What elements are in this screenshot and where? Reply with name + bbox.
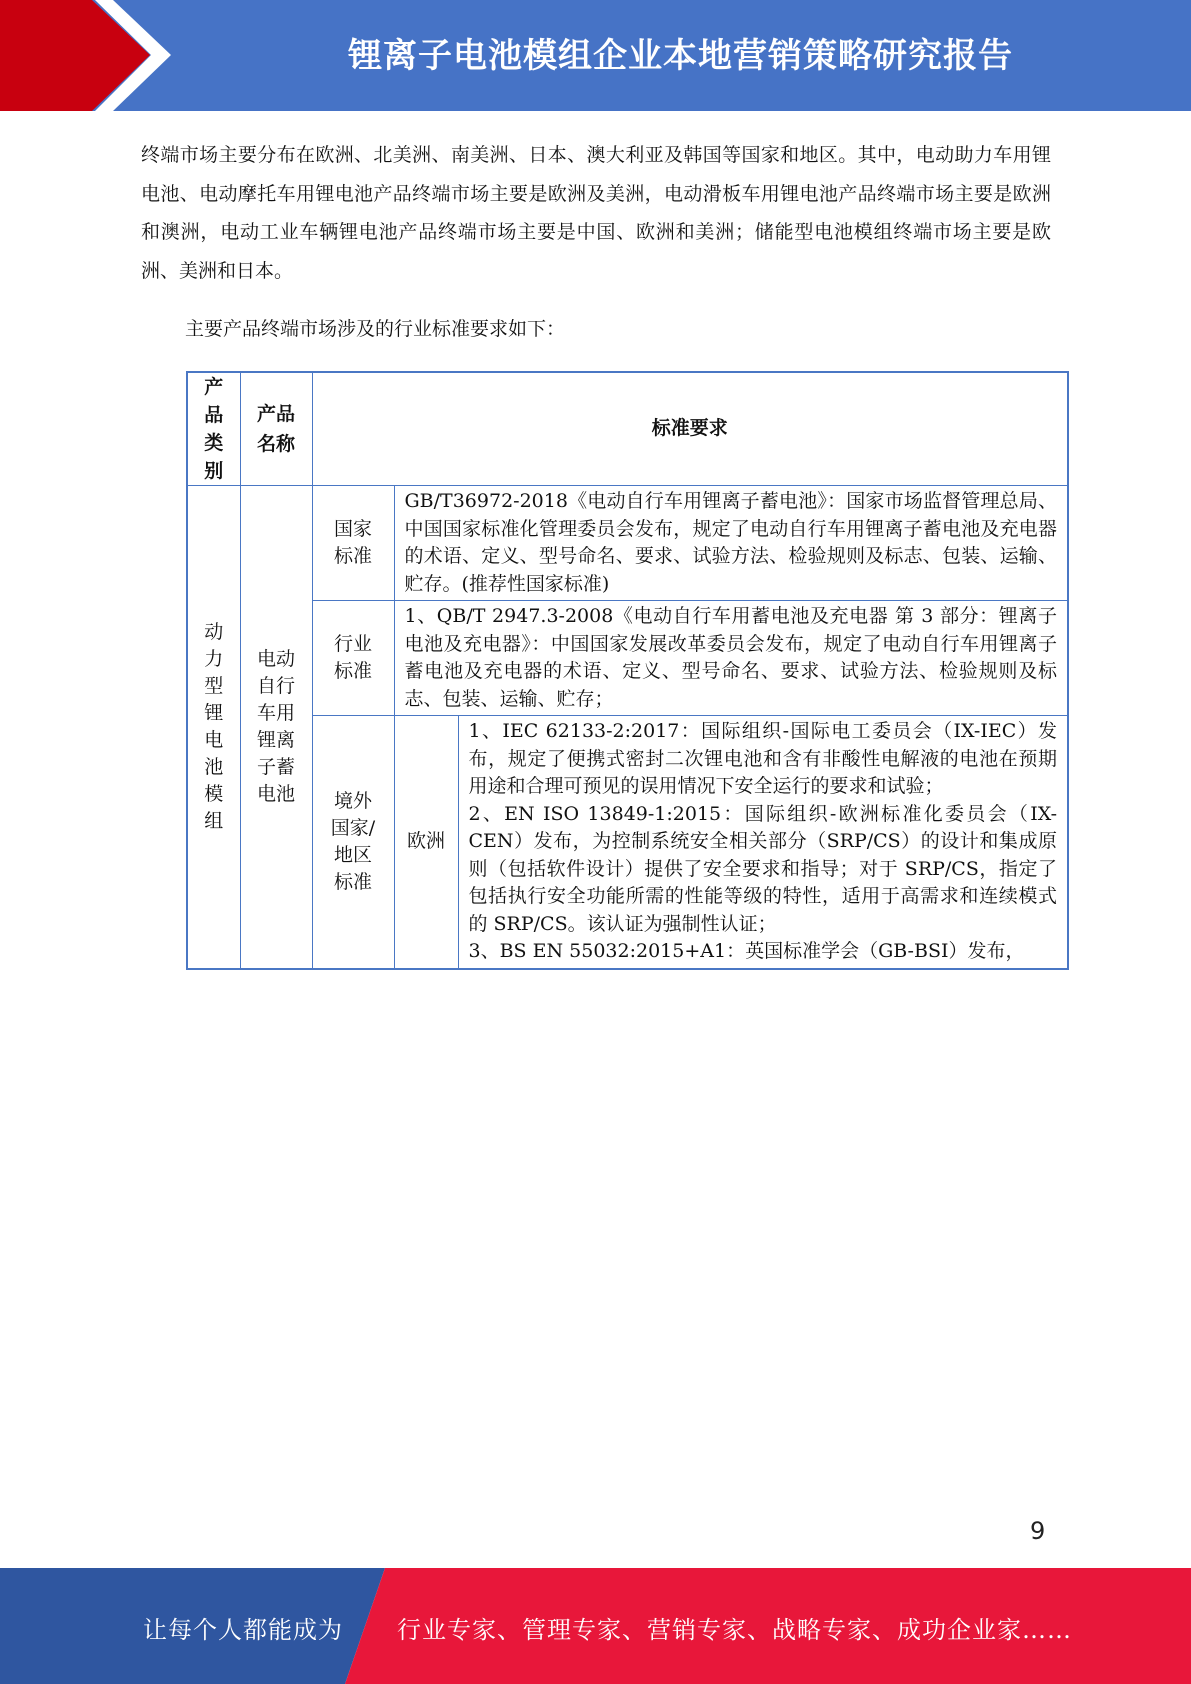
level-national: 国家 标准	[312, 486, 394, 601]
level-industry: 行业 标准	[312, 601, 394, 716]
table-row-industry	[187, 601, 1068, 716]
table-row-overseas	[187, 716, 1068, 969]
standards-table	[186, 371, 1069, 970]
header-category: 产 品 类 别	[187, 372, 240, 486]
overseas-standard-text	[458, 716, 1068, 969]
overseas-item: 2、EN ISO 13849-1:2015：国际组织-欧洲标准化委员会（IX-CEN）发布，为控制系统安全相关部分（SRP/CS）的设计和集成原则（包括软件设计）提供了安全要求和指导；对于 SRP/CS，指定了包括执行安全功能所需的性能等级的特性，适用于高需求和连续模式的 SRP/CS。该认证为强制性认证；	[468, 802, 1057, 935]
page-number: 9	[1030, 1517, 1046, 1545]
footer-slogan-left: 让每个人都能成为	[143, 1616, 343, 1644]
report-title: 锂离子电池模组企业本地营销策略研究报告	[348, 36, 1013, 76]
footer-banner	[0, 1568, 1191, 1684]
industry-standard-text: 1、QB/T 2947.3-2008《电动自行车用蓄电池及充电器 第 3 部分：锂离子电池及充电器》：中国国家发展改革委员会发布，规定了电动自行车用锂离子蓄电池及充电器的术语、定义、型号命名、要求、试验方法、检验规则及标志、包装、运输、贮存；	[394, 601, 1068, 716]
table-header-row	[187, 372, 1068, 486]
body-paragraph: 终端市场主要分布在欧洲、北美洲、南美洲、日本、澳大利亚及韩国等国家和地区。其中，电动助力车用锂电池、电动摩托车用锂电池产品终端市场主要是欧洲及美洲，电动滑板车用锂电池产品终端市场主要是欧洲和澳洲，电动工业车辆锂电池产品终端市场主要是中国、欧洲和美洲；储能型电池模组终端市场主要是欧洲、美洲和日本。	[141, 144, 1051, 282]
overseas-item: 1、IEC 62133-2:2017：国际组织-国际电工委员会（IX-IEC）发布，规定了便携式密封二次锂电池和含有非酸性电解液的电池在预期用途和合理可预见的误用情况下安全运行的要求和试验；	[468, 720, 1057, 797]
category-cell: 动 力 型 锂 电 池 模 组	[187, 486, 240, 969]
header-product-name: 产品 名称	[240, 372, 312, 486]
table-intro: 主要产品终端市场涉及的行业标准要求如下：	[185, 318, 566, 340]
footer-slogan-right: 行业专家、管理专家、营销专家、战略专家、成功企业家……	[397, 1616, 1072, 1644]
national-standard-text: GB/T36972-2018《电动自行车用锂离子蓄电池》：国家市场监督管理总局、中国国家标准化管理委员会发布，规定了电动自行车用锂离子蓄电池及充电器的术语、定义、型号命名、要求、试验方法、检验规则及标志、包装、运输、贮存。(推荐性国家标准)	[394, 486, 1068, 601]
table-row-national	[187, 486, 1068, 601]
header-banner	[0, 0, 1191, 111]
region-europe: 欧洲	[394, 716, 458, 969]
header-requirement: 标准要求	[312, 372, 1068, 486]
level-overseas: 境外 国家/ 地区 标准	[312, 716, 394, 969]
overseas-item: 3、BS EN 55032:2015+A1：英国标准学会（GB-BSI）发布，	[468, 940, 1025, 962]
product-name-cell: 电动 自行 车用 锂离 子蓄 电池	[240, 486, 312, 969]
